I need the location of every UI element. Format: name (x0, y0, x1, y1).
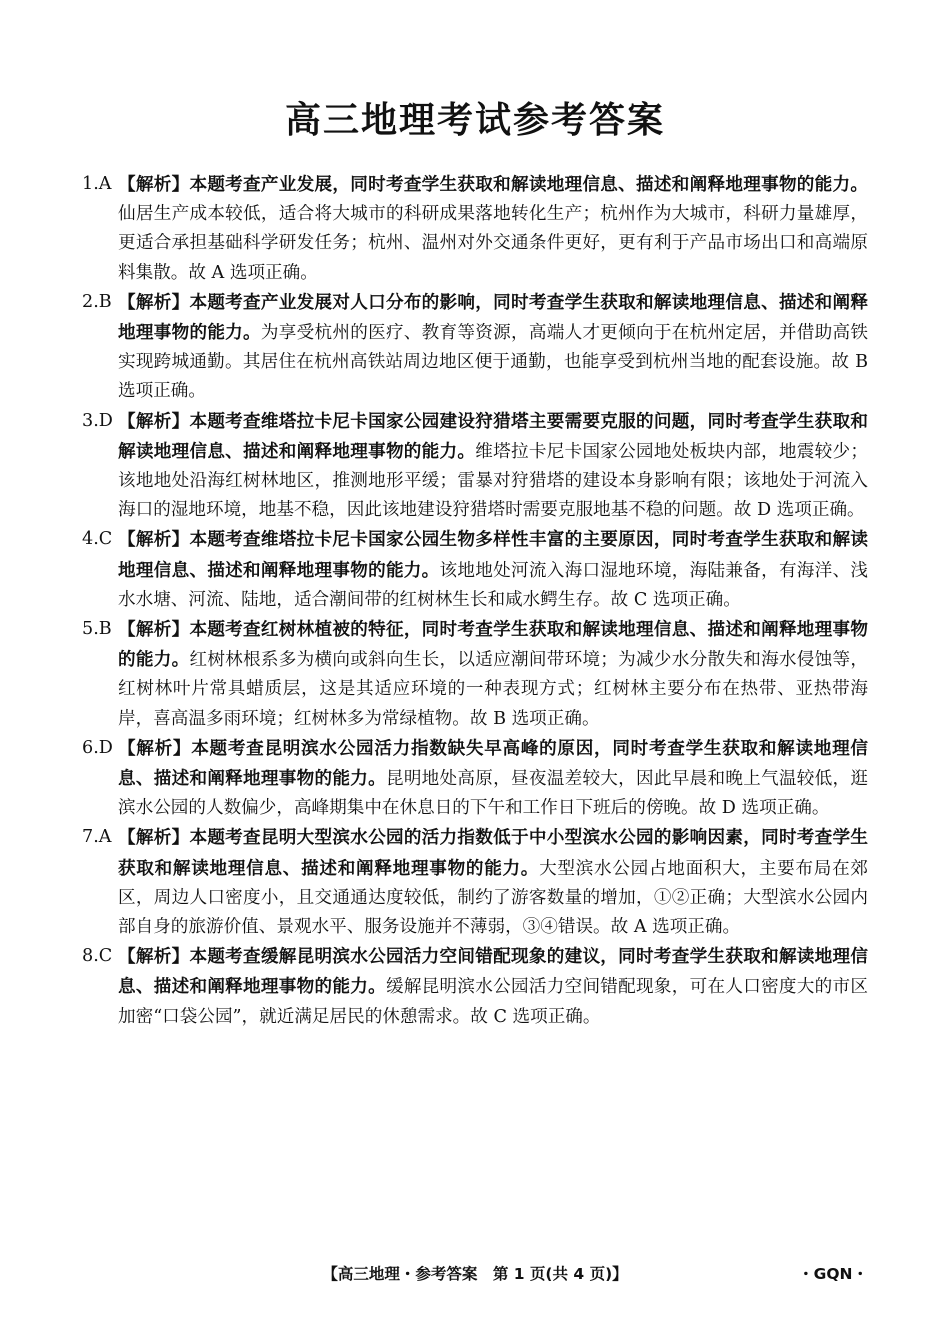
answer-item-7 (82, 823, 868, 942)
analysis-body: 大型滨水公园占地面积大，主要布局在郊区，周边人口密度小，且交通通达度较低，制约了游客数量的增加，①②正确；大型滨水公园内部自身的旅游价值、景观水平、服务设施并不薄弱，③④错误。故 A 选项正确。 (118, 858, 868, 938)
exam-code: ・GQN・ (798, 1265, 868, 1283)
answer-list (82, 170, 868, 1032)
answer-item-2 (82, 288, 868, 407)
answer-number: 2.B (82, 291, 112, 312)
answer-item-5 (82, 615, 868, 734)
analysis-body: 为享受杭州的医疗、教育等资源，高端人才更倾向于在杭州定居，并借助高铁实现跨城通勤。其居住在杭州高铁站周边地区便于通勤，也能享受到杭州当地的配套设施。故 B 选项正确。 (118, 323, 868, 402)
answer-number: 6.D (82, 737, 113, 758)
analysis-heading: 【解析】本题考查缓解昆明滨水公园活力空间错配现象的建议，同时考查学生获取和解读地理信息、描述和阐释地理事物的能力。 (118, 946, 868, 998)
analysis-heading: 【解析】本题考查维塔拉卡尼卡国家公园生物多样性丰富的主要原因，同时考查学生获取和解读地理信息、描述和阐释地理事物的能力。 (118, 529, 868, 581)
answer-item-8 (82, 942, 868, 1032)
answer-item-3 (82, 407, 868, 526)
analysis-body: 红树林根系多为横向或斜向生长，以适应潮间带环境；为减少水分散失和海水侵蚀等，红树林叶片常具蜡质层，这是其适应环境的一种表现方式；红树林主要分布在热带、亚热带海岸，喜高温多雨环境；红树林多为常绿植物。故 B 选项正确。 (118, 650, 868, 729)
analysis-heading: 【解析】本题考查昆明滨水公园活力指数缺失早高峰的原因，同时考查学生获取和解读地理信息、描述和阐释地理事物的能力。 (118, 737, 868, 790)
analysis-body: 昆明地处高原，昼夜温差较大，因此早晨和晚上气温较低，逛滨水公园的人数偏少，高峰期集中在休息日的下午和工作日下班后的傍晚。故 D 选项正确。 (118, 769, 868, 819)
analysis-heading: 【解析】本题考查维塔拉卡尼卡国家公园建设狩猎塔主要需要克服的问题，同时考查学生获取和解读地理信息、描述和阐释地理事物的能力。 (118, 410, 868, 462)
analysis-heading: 【解析】本题考查产业发展对人口分布的影响，同时考查学生获取和解读地理信息、描述和阐释地理事物的能力。 (118, 291, 868, 344)
answer-item-1 (82, 170, 868, 288)
answer-number: 8.C (82, 946, 113, 967)
page-title: 高三地理考试参考答案 (284, 100, 665, 141)
analysis-heading: 【解析】本题考查产业发展，同时考查学生获取和解读地理信息、描述和阐释地理事物的能力。 (118, 174, 868, 195)
answer-number: 5.B (82, 619, 112, 640)
answer-number: 3.D (82, 410, 113, 431)
analysis-heading: 【解析】本题考查昆明大型滨水公园的活力指数低于中小型滨水公园的影响因素，同时考查学生获取和解读地理信息、描述和阐释地理事物的能力。 (118, 827, 868, 879)
answer-item-6 (82, 734, 868, 824)
analysis-body: 维塔拉卡尼卡国家公园地处板块内部，地震较少；该地地处沿海红树林地区，推测地形平缓；雷暴对狩猎塔的建设本身影响有限；该地处于河流入海口的湿地环境，地基不稳，因此该地建设狩猎塔时需要克服地基不稳的问题。故 D 选项正确。 (118, 441, 868, 521)
analysis-body: 仙居生产成本较低，适合将大城市的科研成果落地转化生产；杭州作为大城市，科研力量雄厚，更适合承担基础科学研发任务；杭州、温州对外交通条件更好，更有利于产品市场出口和高端原料集散。故 A 选项正确。 (118, 204, 868, 283)
analysis-body: 该地地处河流入海口湿地环境，海陆兼备，有海洋、浅水水塘、河流、陆地，适合潮间带的红树林生长和咸水鳄生存。故 C 选项正确。 (118, 560, 868, 610)
analysis-body: 缓解昆明滨水公园活力空间错配现象，可在人口密度大的市区加密“口袋公园”，就近满足居民的休憩需求。故 C 选项正确。 (118, 977, 868, 1027)
answer-number: 4.C (82, 529, 113, 550)
answer-item-4 (82, 525, 868, 615)
answer-number: 7.A (82, 827, 112, 848)
answer-number: 1.A (82, 174, 112, 194)
page-footer: 【高三地理・参考答案 第 1 页(共 4 页)】 (322, 1265, 628, 1283)
analysis-heading: 【解析】本题考查红树林植被的特征，同时考查学生获取和解读地理信息、描述和阐释地理事物的能力。 (118, 619, 868, 671)
